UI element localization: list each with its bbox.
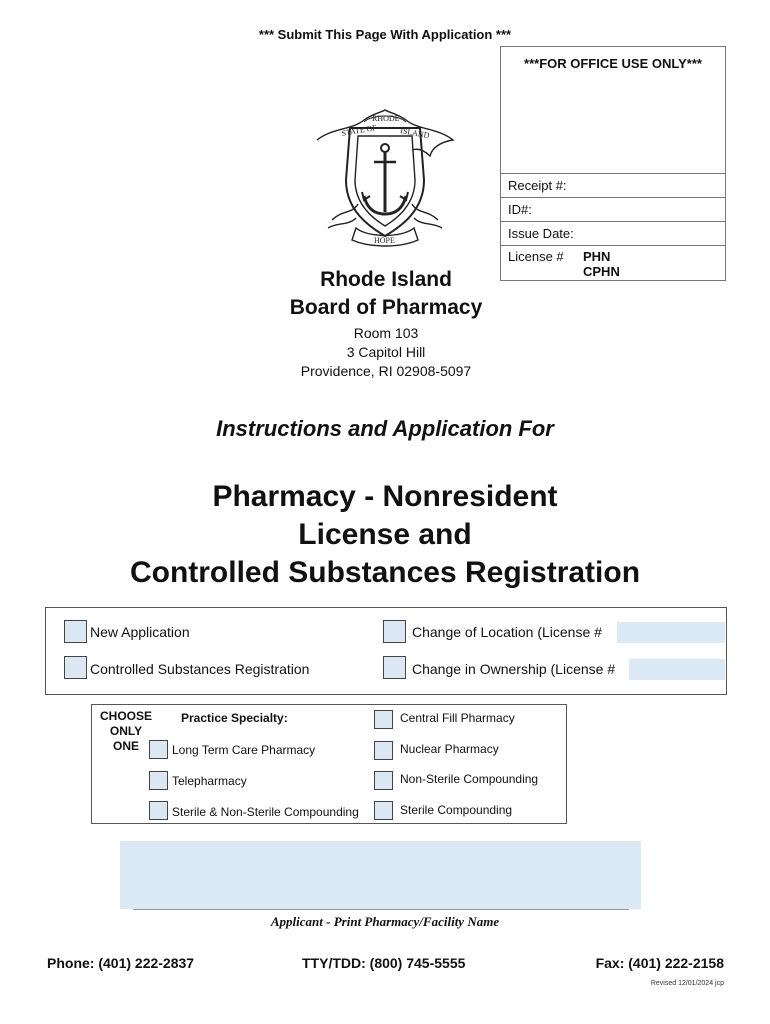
instructions-heading: Instructions and Application For — [216, 416, 554, 441]
revised-date: Revised 12/01/2024 jcp — [650, 980, 724, 987]
telepharmacy-label: Telepharmacy — [172, 774, 247, 788]
long-term-care-checkbox[interactable] — [149, 740, 168, 759]
office-use-box — [500, 46, 726, 281]
choose-line3: ONE — [112, 739, 139, 753]
long-term-care-label: Long Term Care Pharmacy — [172, 743, 316, 757]
change-location-checkbox[interactable] — [383, 620, 406, 643]
seal-top-text: RHODE — [372, 114, 400, 123]
facility-name-underline — [133, 909, 629, 910]
address-room: Room 103 — [353, 325, 419, 341]
central-fill-label: Central Fill Pharmacy — [400, 711, 515, 725]
nuclear-label: Nuclear Pharmacy — [400, 742, 499, 756]
fax-number: Fax: (401) 222-2158 — [595, 955, 724, 971]
new-application-checkbox[interactable] — [64, 620, 87, 643]
change-ownership-checkbox[interactable] — [383, 656, 406, 679]
change-location-label: Change of Location (License # — [412, 624, 602, 640]
new-application-label: New Application — [90, 624, 190, 640]
change-ownership-label: Change in Ownership (License # — [412, 661, 616, 677]
office-use-title: ***FOR OFFICE USE ONLY*** — [524, 56, 702, 71]
csr-checkbox[interactable] — [64, 656, 87, 679]
receipt-label: Receipt #: — [508, 178, 567, 193]
non-sterile-label: Non-Sterile Compounding — [400, 772, 539, 786]
central-fill-checkbox[interactable] — [374, 710, 393, 729]
choose-line1: CHOOSE — [99, 709, 152, 723]
sterile-label: Sterile Compounding — [400, 803, 513, 817]
choose-line2: ONLY — [109, 724, 143, 738]
submit-note: *** Submit This Page With Application *** — [258, 27, 512, 42]
application-type-box — [45, 607, 727, 695]
license-type-cphn: CPHN — [583, 264, 620, 279]
tty-number: TTY/TDD: (800) 745-5555 — [302, 955, 466, 971]
csr-label: Controlled Substances Registration — [90, 661, 310, 677]
facility-name-caption: Applicant - Print Pharmacy/Facility Name — [270, 914, 500, 929]
seal-motto-text: HOPE — [374, 236, 395, 245]
practice-specialty-heading: Practice Specialty: — [181, 711, 288, 725]
change-ownership-license-input[interactable] — [629, 659, 725, 680]
phone-number: Phone: (401) 222-2837 — [47, 955, 195, 971]
org-name-line2: Board of Pharmacy — [289, 296, 483, 319]
issue-date-label: Issue Date: — [508, 226, 574, 241]
org-name-line1: Rhode Island — [320, 268, 452, 291]
sterile-checkbox[interactable] — [374, 801, 393, 820]
seal-state-text: STATE OF — [340, 122, 378, 138]
facility-name-input[interactable] — [120, 841, 641, 909]
seal-island-text: ISLAND — [399, 126, 431, 141]
change-location-license-input[interactable] — [617, 622, 725, 643]
sterile-nonsterile-label: Sterile & Non-Sterile Compounding — [172, 805, 359, 819]
id-label: ID#: — [508, 202, 532, 217]
telepharmacy-checkbox[interactable] — [149, 771, 168, 790]
title-line3: Controlled Substances Registration — [129, 556, 641, 589]
sterile-nonsterile-checkbox[interactable] — [149, 801, 168, 820]
nuclear-checkbox[interactable] — [374, 741, 393, 760]
receipt-row — [501, 173, 725, 196]
rhode-island-seal-icon — [312, 100, 458, 248]
issue-date-row — [501, 221, 725, 244]
title-line2: License and — [298, 518, 472, 551]
license-label: License # — [508, 249, 564, 264]
id-row — [501, 197, 725, 220]
title-line1: Pharmacy - Nonresident — [212, 480, 558, 513]
address-street: 3 Capitol Hill — [346, 344, 426, 360]
choose-only-one-note — [97, 709, 155, 754]
license-type-phn: PHN — [583, 249, 611, 264]
practice-specialty-box — [91, 704, 567, 824]
address-city: Providence, RI 02908-5097 — [300, 363, 472, 379]
non-sterile-checkbox[interactable] — [374, 771, 393, 790]
